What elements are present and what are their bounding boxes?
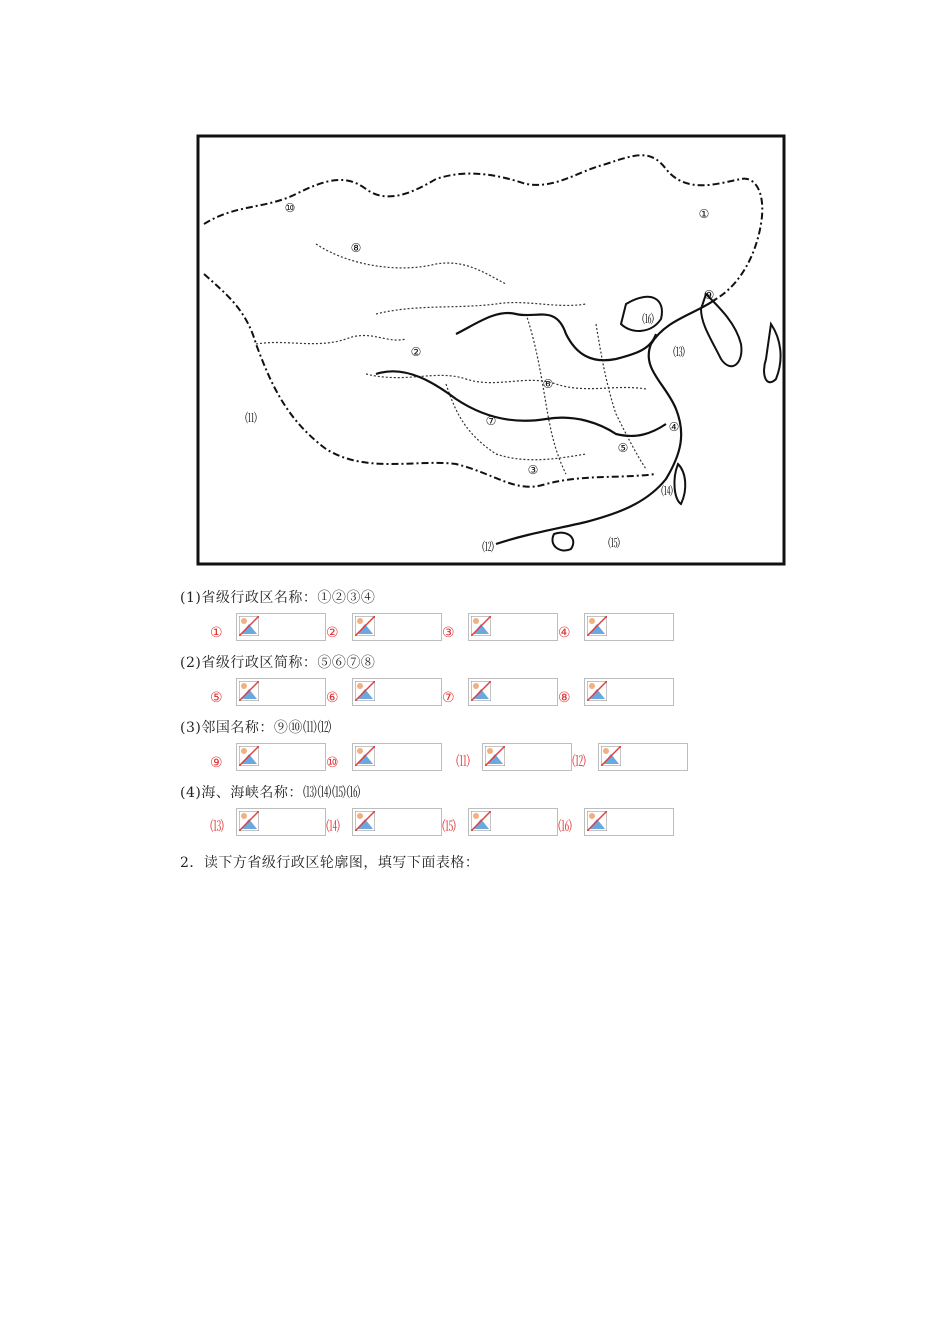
answer-box[interactable] [352, 743, 442, 771]
map-label-15: ⒂ [607, 536, 621, 550]
map-label-5: ⑤ [617, 441, 629, 455]
broken-image-icon [239, 811, 259, 831]
answer-number: ⑨ [210, 755, 223, 771]
answer-box[interactable] [236, 613, 326, 641]
question-4-answers [210, 808, 710, 838]
answer-number: ⑦ [442, 690, 455, 706]
question-1-answers [210, 613, 710, 643]
answer-box[interactable] [482, 743, 572, 771]
map-label-8: ⑧ [350, 241, 362, 255]
answer-box[interactable] [584, 678, 674, 706]
broken-image-icon [355, 746, 375, 766]
answer-box[interactable] [584, 613, 674, 641]
answer-box[interactable] [352, 678, 442, 706]
broken-image-icon [601, 746, 621, 766]
answer-box[interactable] [236, 743, 326, 771]
answer-number: ⒁ [326, 819, 340, 835]
answer-number: ① [210, 625, 223, 641]
question-4-title: (4)海、海峡名称：⒀⒁⒂⒃ [180, 785, 361, 801]
broken-image-icon [587, 681, 607, 701]
answer-box[interactable] [468, 678, 558, 706]
broken-image-icon [355, 616, 375, 636]
answer-box[interactable] [584, 808, 674, 836]
answer-number: ② [326, 625, 339, 641]
map-label-16: ⒃ [641, 312, 655, 326]
question-2-answers [210, 678, 710, 708]
broken-image-icon [239, 616, 259, 636]
map-label-9: ⑨ [703, 288, 715, 302]
answer-box[interactable] [598, 743, 688, 771]
map-label-6: ⑥ [542, 377, 554, 391]
broken-image-icon [485, 746, 505, 766]
map-label-12: ⑿ [481, 540, 495, 554]
map-label-2: ② [410, 345, 422, 359]
map-label-13: ⒀ [672, 345, 686, 359]
answer-number: ⑧ [558, 690, 571, 706]
answer-number: ③ [442, 625, 455, 641]
answer-box[interactable] [352, 613, 442, 641]
broken-image-icon [471, 811, 491, 831]
map-label-7: ⑦ [485, 414, 497, 428]
answer-number: ⒀ [210, 819, 224, 835]
answer-number: ⑾ [456, 754, 470, 770]
china-map [196, 134, 786, 566]
broken-image-icon [239, 681, 259, 701]
broken-image-icon [471, 616, 491, 636]
answer-box[interactable] [236, 678, 326, 706]
map-label-3: ③ [527, 463, 539, 477]
answer-box[interactable] [352, 808, 442, 836]
broken-image-icon [471, 681, 491, 701]
answer-box[interactable] [236, 808, 326, 836]
question-3-answers [210, 743, 710, 773]
answer-number: ⒂ [442, 819, 456, 835]
map-label-10: ⑩ [284, 201, 296, 215]
broken-image-icon [587, 616, 607, 636]
map-label-11: ⑾ [244, 411, 258, 425]
answer-number: ⑩ [326, 755, 339, 771]
question-2-instruction: 2．读下方省级行政区轮廓图，填写下面表格： [180, 855, 480, 871]
broken-image-icon [355, 681, 375, 701]
answer-box[interactable] [468, 808, 558, 836]
answer-number: ④ [558, 625, 571, 641]
broken-image-icon [355, 811, 375, 831]
question-2-title: (2)省级行政区简称：⑤⑥⑦⑧ [180, 655, 376, 671]
answer-number: ⑿ [572, 754, 586, 770]
map-label-4: ④ [668, 420, 680, 434]
broken-image-icon [587, 811, 607, 831]
question-1-title: (1)省级行政区名称：①②③④ [180, 590, 376, 606]
answer-box[interactable] [468, 613, 558, 641]
question-3-title: (3)邻国名称：⑨⑩⑾⑿ [180, 720, 332, 736]
broken-image-icon [239, 746, 259, 766]
map-label-1: ① [698, 207, 710, 221]
answer-number: ⑥ [326, 690, 339, 706]
answer-number: ⑤ [210, 690, 223, 706]
answer-number: ⒃ [558, 819, 572, 835]
map-label-14: ⒁ [660, 484, 674, 498]
